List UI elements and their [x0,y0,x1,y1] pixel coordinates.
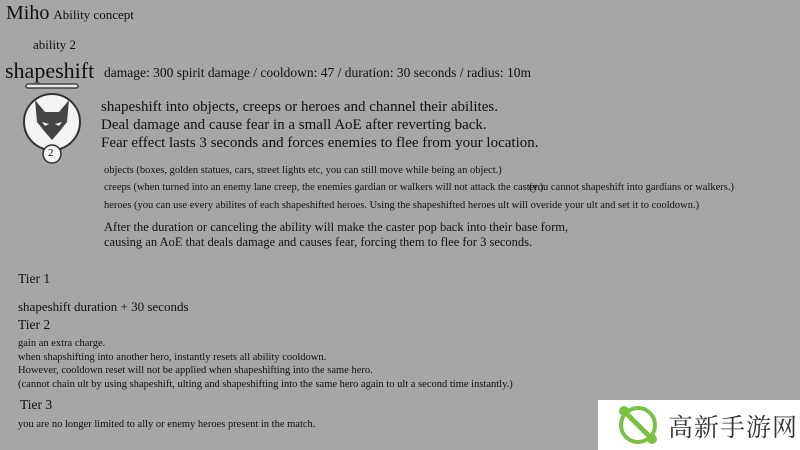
header-subtitle: Ability concept [53,7,134,22]
description-line: Deal damage and cause fear in a small AoE after reverting back. [101,117,487,133]
watermark-logo-icon [612,403,664,447]
tier-3-title: Tier 3 [20,397,53,412]
tier-3-text: you are no longer limited to ally or enemy heroes present in the match. [18,419,316,430]
detail-objects: objects (boxes, golden statues, cars, street lights etc, you can still move while being an object.) [104,165,502,176]
tier-2-title: Tier 2 [18,317,51,332]
hero-name: Miho Ability concept [6,2,134,24]
watermark [598,400,800,450]
after-line: causing an AoE that deals damage and causes fear, forcing them to flee for 3 seconds. [104,235,533,249]
fox-mask-icon [21,82,89,168]
description-line: shapeshift into objects, creeps or heroes and channel their abilites. [101,99,498,115]
tier-1-text: shapeshift duration + 30 seconds [18,299,189,314]
ability-label: ability 2 [33,37,76,52]
tier-2-line: However, cooldown reset will not be applied when shapeshifting into the same hero. [18,365,373,376]
tier-2-line: when shapshifting into another hero, instantly resets all ability cooldown. [18,352,327,363]
after-line: After the duration or canceling the ability will make the caster pop back into their base form, [104,220,569,234]
tier-2-line: (cannot chain ult by using shapeshift, ulting and shapeshifting into the same hero again to ult a second time instantly.) [18,379,513,390]
tier-2-line: gain an extra charge. [18,338,106,349]
detail-creeps: creeps (when turned into an enemy lane creep, the enemies gardian or walkers will not attack the caster.) [104,182,544,193]
tier-1-title: Tier 1 [18,271,51,286]
ability-icon-group [21,82,89,168]
ability-badge-number: 2 [48,147,54,159]
description-line: Fear effect lasts 3 seconds and forces enemies to flee from your location. [101,135,539,151]
ability-name: shapeshift [5,58,95,83]
detail-heroes: heroes (you can use every abilites of each shapeshifted heroes. Using the shapeshifted heroes ult will overide your ult and set it to cooldown.) [104,200,700,211]
watermark-text: 高新手游网 [668,413,799,442]
ability-stats: damage: 300 spirit damage / cooldown: 47 / duration: 30 seconds / radius: 10m [104,65,532,80]
detail-creeps-note: (you cannot shapeshift into gardians or walkers.) [529,182,734,193]
